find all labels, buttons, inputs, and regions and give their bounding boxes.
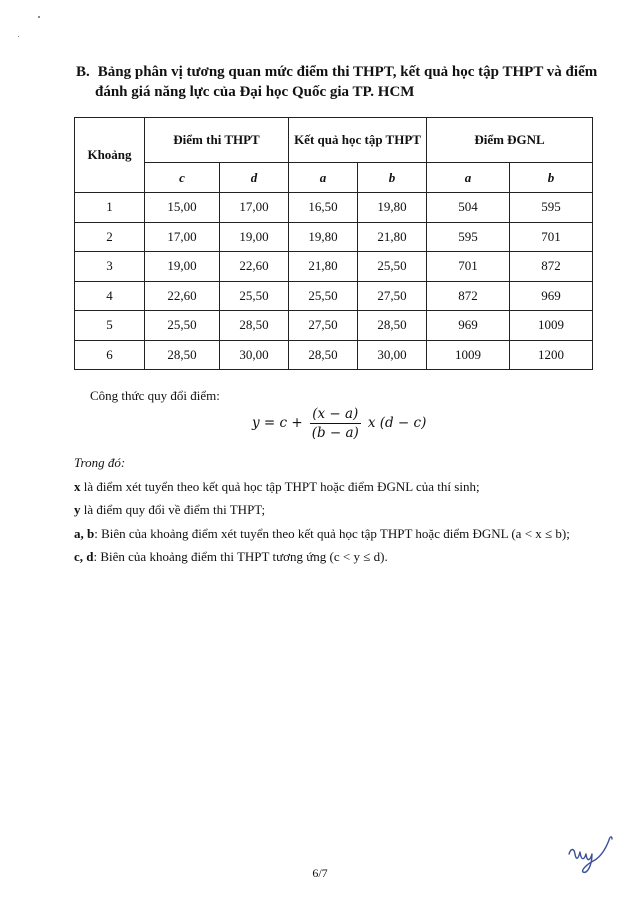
subheader-cell: b [358,163,427,193]
note-item [74,502,634,517]
score-cell: 595 [510,193,593,223]
score-cell: 15,00 [145,193,220,223]
conversion-formula [252,401,426,445]
scan-speck [18,36,19,37]
score-cell: 28,50 [289,340,358,370]
score-cell: 21,80 [289,252,358,282]
score-cell: 19,00 [145,252,220,282]
formula-numerator: (x − a) [312,405,359,422]
score-cell: 872 [427,281,510,311]
range-number-cell: 1 [75,193,145,223]
table-row [75,193,593,223]
score-cell: 22,60 [220,252,289,282]
range-number-cell: 3 [75,252,145,282]
score-cell: 701 [427,252,510,282]
score-cell: 19,80 [289,222,358,252]
section-title-line2: đánh giá năng lực của Đại học Quốc gia TP. HCM [95,84,415,100]
score-cell: 1009 [510,311,593,341]
formula-fraction [310,406,361,441]
score-cell: 25,50 [289,281,358,311]
score-cell: 872 [510,252,593,282]
note-key: a, b [74,525,95,541]
score-cell: 19,00 [220,222,289,252]
note-key: x [74,478,81,494]
score-cell: 17,00 [145,222,220,252]
header-study-result: Kết quả học tập THPT [289,118,427,163]
subheader-cell: b [510,163,593,193]
score-cell: 969 [510,281,593,311]
score-cell: 1200 [510,340,593,370]
score-cell: 25,50 [220,281,289,311]
score-cell: 595 [427,222,510,252]
range-number-cell: 4 [75,281,145,311]
table-row [75,281,593,311]
note-text: là điểm quy đổi về điểm thi THPT; [80,502,266,517]
score-cell: 21,80 [358,222,427,252]
header-dgnl-score: Điểm ĐGNL [427,118,593,163]
score-cell: 969 [427,311,510,341]
table-subheader-row [75,163,593,193]
score-cell: 27,50 [358,281,427,311]
score-cell: 22,60 [145,281,220,311]
score-cell: 30,00 [220,340,289,370]
score-cell: 504 [427,193,510,223]
formula-denominator: (b − a) [311,424,359,441]
score-cell: 30,00 [358,340,427,370]
formula-lhs: y = c + [252,415,303,431]
score-cell: 1009 [427,340,510,370]
section-heading [76,62,616,102]
table-row [75,252,593,282]
range-number-cell: 5 [75,311,145,341]
table-header-row [75,118,593,163]
range-number-cell: 6 [75,340,145,370]
note-text: : Biên của khoảng điểm xét tuyển theo kết quả học tập THPT hoặc điểm ĐGNL (a < x ≤ b); [94,525,570,541]
score-cell: 28,50 [358,311,427,341]
score-cell: 701 [510,222,593,252]
score-cell: 19,80 [358,193,427,223]
score-cell: 28,50 [220,311,289,341]
score-cell: 16,50 [289,193,358,223]
note-text: là điểm xét tuyển theo kết quả học tập THPT hoặc điểm ĐGNL của thí sinh; [80,478,480,494]
subheader-cell: c [145,163,220,193]
subheader-cell: d [220,163,289,193]
table-body [75,193,593,370]
note-item [74,479,634,494]
section-title-line1: Bảng phân vị tương quan mức điểm thi THPT, kết quả học tập THPT và điểm [97,64,598,80]
range-number-cell: 2 [75,222,145,252]
score-cell: 17,00 [220,193,289,223]
note-item [74,549,634,564]
table-row [75,340,593,370]
scan-speck [38,16,40,18]
note-item [74,526,634,541]
score-cell: 25,50 [145,311,220,341]
score-cell: 27,50 [289,311,358,341]
formula-intro: Công thức quy đổi điểm: [90,388,220,403]
page-number: 6/7 [312,866,328,880]
subheader-cell: a [427,163,510,193]
notes-where: Trong đó: [74,455,126,470]
header-thpt-score: Điểm thi THPT [145,118,289,163]
header-range: Khoảng [75,118,145,193]
score-cell: 28,50 [145,340,220,370]
subheader-cell: a [289,163,358,193]
score-cell: 25,50 [358,252,427,282]
note-key: y [74,502,81,517]
section-label: B. [76,64,90,80]
note-text: : Biên của khoảng điểm thi THPT tương ứng (c < y ≤ d). [93,549,388,564]
percentile-table [74,117,593,370]
table-row [75,222,593,252]
formula-notes [74,455,634,573]
table-row [75,311,593,341]
note-key: c, d [74,549,94,564]
formula-rhs: x (d − c) [367,415,427,431]
